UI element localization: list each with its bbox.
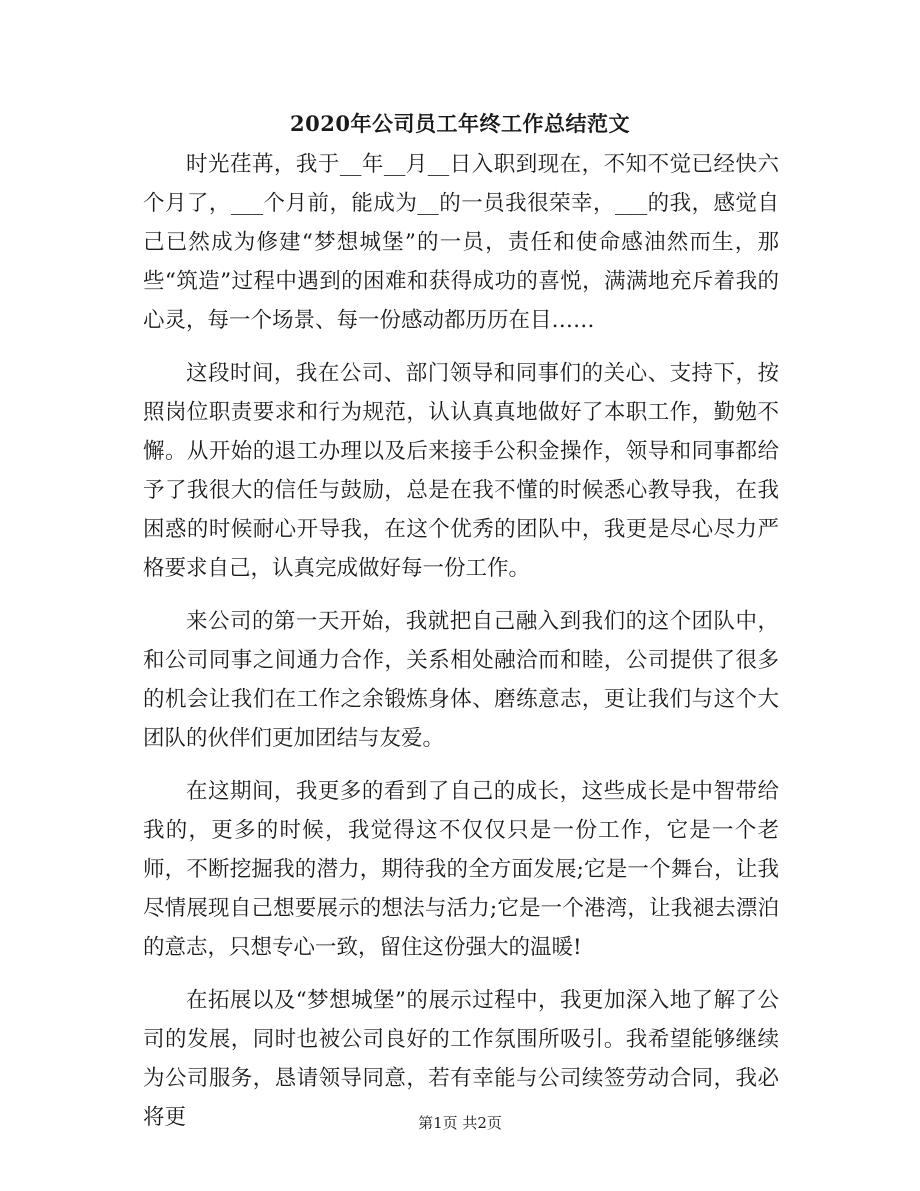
paragraph: 在这期间，我更多的看到了自己的成长，这些成长是中智带给我的，更多的时候，我觉得这不仅仅只是一份工作，它是一个老师，不断挖掘我的潜力，期待我的全方面发展;它是一个舞台，让我尽情展现自己想要展示的想法与活力;它是一个港湾，让我褪去漂泊的意志，只想专心一致，留住这份强大的温暖! xyxy=(143,779,779,960)
paragraph: 来公司的第一天开始，我就把自己融入到我们的这个团队中，和公司同事之间通力合作，关系相处融洽而和睦，公司提供了很多的机会让我们在工作之余锻炼身体、磨练意志，更让我们与这个大团队的伙伴们更加团结与友爱。 xyxy=(143,609,779,751)
paragraph: 这段时间，我在公司、部门领导和同事们的关心、支持下，按照岗位职责要求和行为规范，认认真真地做好了本职工作，勤勉不懈。从开始的退工办理以及后来接手公积金操作，领导和同事都给予了我很大的信任与鼓励，总是在我不懂的时候悉心教导我，在我困惑的时候耐心开导我，在这个优秀的团队中，我更是尽心尽力严格要求自己，认真完成做好每一份工作。 xyxy=(143,361,779,581)
document-body xyxy=(143,145,779,1151)
paragraph: 时光荏苒，我于__年__月__日入职到现在，不知不觉已经快六个月了，___个月前，能成为__的一员我很荣幸，___的我，感觉自己已然成为修建“梦想城堡”的一员，责任和使命感油然而生，那些“筑造”过程中遇到的困难和获得成功的喜悦，满满地充斥着我的心灵，每一个场景、每一份感动都历历在目…… xyxy=(143,152,779,333)
page-number-footer: 第1页 共2页 xyxy=(418,1114,502,1132)
document-title: 2020年公司员工年终工作总结范文 xyxy=(290,111,630,136)
paragraph: 在拓展以及“梦想城堡”的展示过程中，我更加深入地了解了公司的发展，同时也被公司良好的工作氛围所吸引。我希望能够继续为公司服务，恳请领导同意，若有幸能与公司续签劳动合同，我必将更 xyxy=(143,988,779,1130)
